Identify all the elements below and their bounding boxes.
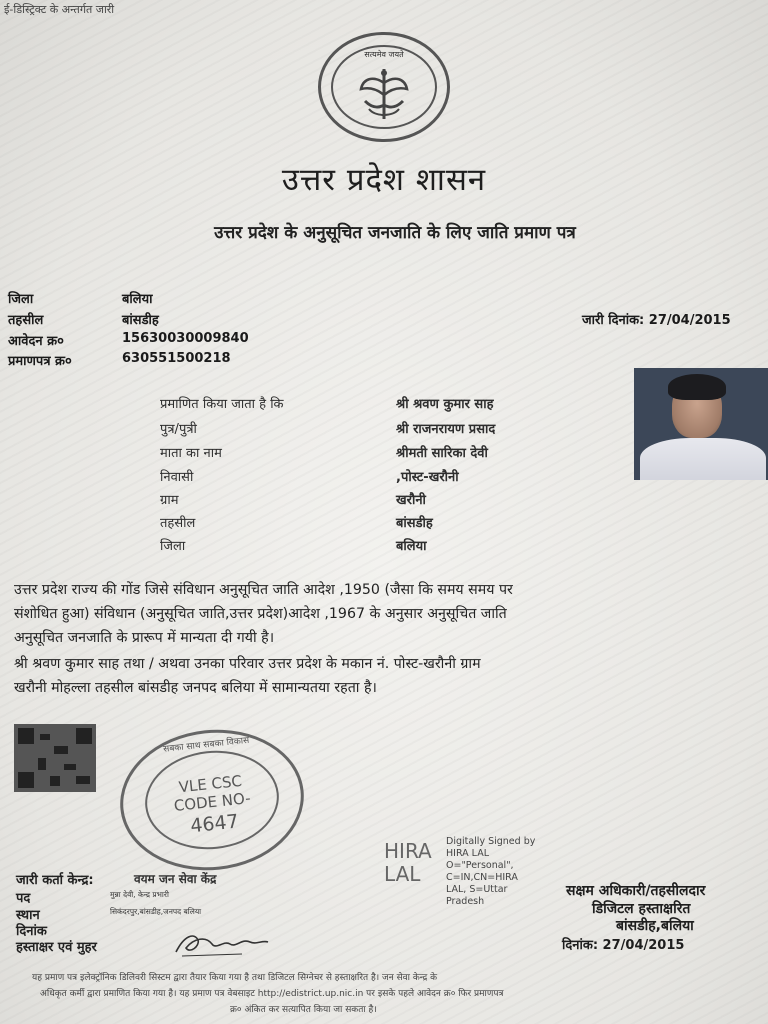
csc-seal — [113, 721, 311, 879]
footer-line-1: यह प्रमाण पत्र इलेक्ट्रॉनिक डिलिवरी सिस्टम द्वारा तैयार किया गया है तथा डिजिटल सिग्नेचर से हस्ताक्षरित है। जन सेवा केन्द्र के — [32, 973, 438, 983]
government-title: उत्तर प्रदेश शासन — [281, 162, 487, 198]
detail-label-village: ग्राम — [160, 493, 179, 508]
emblem-text: सत्यमेव जयते — [364, 50, 404, 59]
detail-label-resident: निवासी — [160, 470, 194, 485]
paragraph-line-2: संशोधित हुआ) संविधान (अनुसूचित जाति,उत्तर प्रदेश)आदेश ,1967 के अनुसार अनुसूचित जाति — [14, 606, 507, 622]
issuing-center-label: जारी कर्ता केन्द्र: — [16, 873, 94, 888]
detail-value-tehsil: बांसडीह — [396, 516, 433, 531]
digital-signature-block: Digitally Signed by HIRA LAL O="Personal", C=IN,CN=HIRA LAL, S=Uttar Pradesh — [446, 836, 536, 907]
officer-date: दिनांक: 27/04/2015 — [562, 938, 685, 953]
post-label: पद — [16, 891, 31, 906]
officer-location: बांसडीह,बलिया — [616, 918, 694, 934]
detail-value-name: श्री श्रवण कुमार साह — [396, 397, 494, 412]
application-number-value: 156300300098​40 — [122, 331, 249, 346]
qr-code — [14, 724, 96, 792]
paragraph-line-3: अनुसूचित जनजाति के प्रारूप में मान्यता दी गयी है। — [14, 630, 275, 646]
officer-title: सक्षम अधिकारी/तहसीलदार — [566, 883, 706, 899]
issue-date: जारी दिनांक: 27/04/2015 — [582, 313, 731, 328]
footer-line-2: अधिकृत कर्मी द्वारा प्रमाणित किया गया है। यह प्रमाण पत्र वेबसाइट http://edistrict.up.nic.in पर इसके पहले आवेदन क्र० फिर प्रमाणपत्र — [40, 989, 504, 999]
header-note: ई-डिस्ट्रिक्ट के अन्तर्गत जारी — [4, 3, 115, 16]
detail-label-certified: प्रमाणित किया जाता है कि — [160, 397, 284, 412]
detail-label-parent: पुत्र/पुत्री — [160, 422, 197, 437]
emblem-icon — [351, 61, 417, 127]
signer-name-large: HIRA LAL — [384, 839, 432, 886]
detail-value-mother: श्रीमती सारिका देवी — [396, 446, 488, 461]
detail-label-district: जिला — [160, 539, 186, 554]
detail-value-district: बलिया — [396, 539, 427, 554]
applicant-photo — [634, 368, 768, 480]
detail-value-resident: ,पोस्ट-खरौनी — [396, 470, 459, 485]
signature-stamp-label: हस्ताक्षर एवं मुहर — [16, 940, 97, 955]
place-label: स्थान — [16, 908, 40, 923]
certificate-number-value: 630551500218 — [122, 351, 231, 366]
footer-line-3: क्र० अंकित कर सत्यापित किया जा सकता है। — [230, 1005, 377, 1015]
detail-label-mother: माता का नाम — [160, 446, 222, 461]
post-value: मुन्ना देवी, केन्द्र प्रभारी — [110, 890, 169, 899]
place-value: सिकंदरपुर,बांसडीह,जनपद बलिया — [110, 907, 202, 916]
seal-code-number: 4647 — [189, 810, 240, 838]
application-number-label: आवेदन क्र० — [8, 334, 64, 349]
state-emblem — [318, 32, 450, 142]
date-label: दिनांक — [16, 924, 47, 939]
detail-label-tehsil: तहसील — [160, 516, 196, 531]
officer-digital-signed: डिजिटल हस्ताक्षरित — [592, 901, 691, 917]
seal-line-1: VLE CSC — [177, 771, 243, 797]
district-value: बलिया — [122, 292, 153, 307]
tehsil-label: तहसील — [8, 313, 44, 328]
seal-line-2: CODE NO- — [173, 789, 252, 815]
certificate-title: उत्तर प्रदेश के अनुसूचित जनजाति के लिए जाति प्रमाण पत्र — [214, 223, 576, 243]
tehsil-value: बांसडीह — [122, 313, 159, 328]
handwritten-signature — [172, 926, 272, 960]
detail-value-village: खरौनी — [396, 493, 426, 508]
certificate-number-label: प्रमाणपत्र क्र० — [8, 354, 72, 369]
detail-value-parent: श्री राजनरायण प्रसाद — [396, 422, 496, 437]
seal-ring-text: सबका साथ सबका विकास — [162, 735, 250, 755]
issuing-center-value: वयम जन सेवा केंद्र — [134, 872, 217, 886]
paragraph-line-4: श्री श्रवण कुमार साह तथा / अथवा उनका परिवार उत्तर प्रदेश के मकान नं. पोस्ट-खरौनी ग्राम — [14, 656, 481, 672]
district-label: जिला — [8, 292, 34, 307]
paragraph-line-5: खरौनी मोहल्ला तहसील बांसडीह जनपद बलिया में सामान्यतया रहता है। — [14, 680, 377, 696]
paragraph-line-1: उत्तर प्रदेश राज्य की गोंड जिसे संविधान अनुसूचित जाति आदेश ,1950 (जैसा कि समय समय पर — [14, 582, 513, 598]
